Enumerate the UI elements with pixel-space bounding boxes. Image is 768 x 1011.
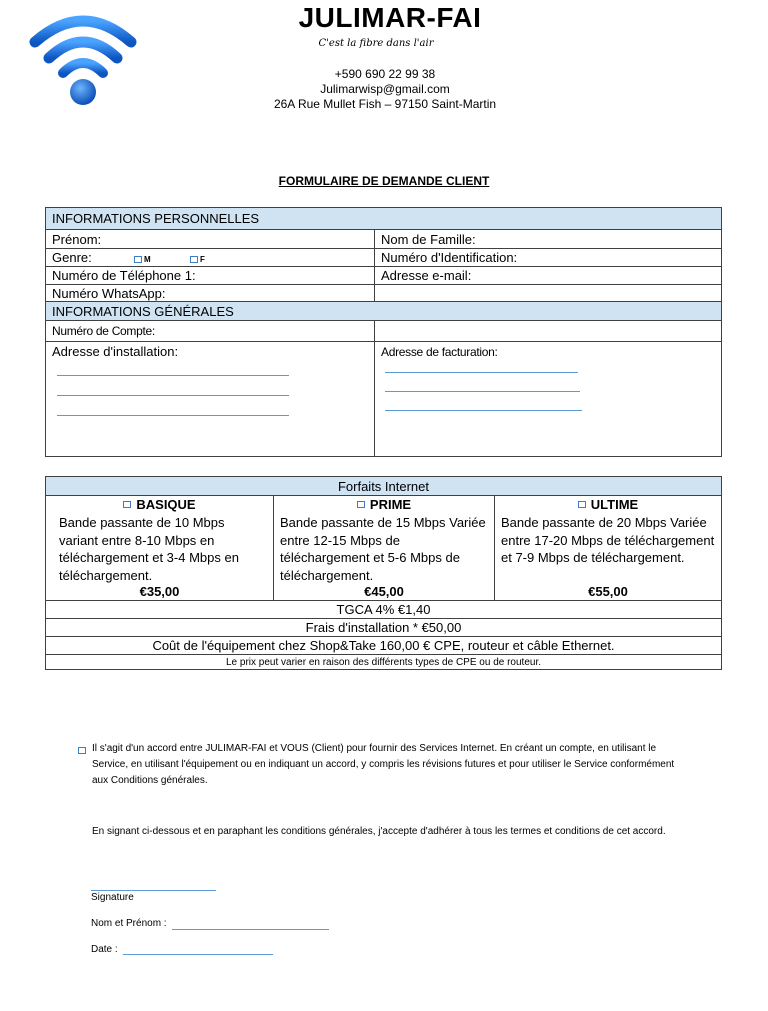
plan-name[interactable] <box>274 497 494 512</box>
table-row <box>46 342 721 456</box>
plan-price: €35,00 <box>139 584 180 599</box>
plan-description: Bande passante de 15 Mbps Variée entre 12-15 Mbps de téléchargement et 5-6 Mbps de téléchargement. <box>280 515 486 583</box>
billing-address-field[interactable] <box>375 342 721 456</box>
install-address-label: Adresse d'installation: <box>52 344 179 359</box>
install-address-field[interactable] <box>46 342 375 456</box>
name-line[interactable] <box>172 929 329 930</box>
section-header-personal <box>46 208 721 230</box>
table-row <box>46 230 721 249</box>
phone-field[interactable]: Numéro de Téléphone 1: <box>46 267 375 284</box>
last-name-field[interactable]: Nom de Famille: <box>381 231 476 247</box>
billing-address-line[interactable] <box>385 372 578 373</box>
billing-address-line[interactable] <box>385 391 580 392</box>
empty-cell <box>375 285 721 301</box>
consent-text: En signant ci-dessous et en paraphant les conditions générales, j'accepte d'adhérer à tous les termes et conditions de cet accord. <box>92 826 666 837</box>
plan-name-label: BASIQUE <box>136 497 196 512</box>
first-name-field[interactable]: Prénom: <box>46 230 375 248</box>
date-label: Date : <box>91 944 118 955</box>
equipment-text: Coût de l'équipement chez Shop&Take 160,00 € CPE, routeur et câble Ethernet. <box>152 638 615 653</box>
billing-address-label: Adresse de facturation: <box>381 345 498 359</box>
table-row <box>46 285 721 302</box>
signature-line[interactable] <box>91 890 216 891</box>
checkbox-icon <box>190 256 198 263</box>
agreement-text: Il s'agit d'un accord entre JULIMAR-FAI et VOUS (Client) pour fournir des Services Internet. En créant un compte, en utilisant le Service, en utilisant l'équipement ou en indiquant un accord, y compris les révisions futures et pour utiliser le Service conformément aux Conditions générales. <box>92 743 675 786</box>
section-title: INFORMATIONS GÉNÉRALES <box>52 303 234 319</box>
plan-name-label: PRIME <box>369 497 412 512</box>
plan-basique <box>46 496 274 600</box>
plan-name-label: ULTIME <box>590 497 639 512</box>
tax-text: TGCA 4% €1,40 <box>336 602 431 617</box>
plan-price: €45,00 <box>364 584 404 599</box>
brand-name: JULIMAR-FAI <box>298 2 482 33</box>
name-label: Nom et Prénom : <box>91 918 167 929</box>
tax-row <box>46 601 721 619</box>
gender-label: Genre: <box>52 250 92 265</box>
install-address-line[interactable] <box>57 375 289 376</box>
plan-ultime <box>495 496 721 600</box>
plans-row <box>46 496 721 601</box>
contact-phone: +590 690 22 99 38 <box>334 67 436 81</box>
accept-terms-checkbox[interactable] <box>78 747 86 754</box>
plans-header <box>46 477 721 496</box>
form-title: FORMULAIRE DE DEMANDE CLIENT <box>278 174 490 188</box>
install-address-line[interactable] <box>57 395 289 396</box>
contact-address: 26A Rue Mullet Fish – 97150 Saint-Martin <box>273 97 497 111</box>
account-number-field[interactable]: Numéro de Compte: <box>46 321 375 341</box>
gender-m-label: M <box>144 255 151 264</box>
whatsapp-field[interactable]: Numéro WhatsApp: <box>46 285 375 301</box>
gender-f-checkbox[interactable] <box>190 255 205 264</box>
equipment-row <box>46 637 721 655</box>
checkbox-icon <box>357 501 365 508</box>
empty-cell <box>375 321 721 341</box>
plan-description: Bande passante de 10 Mbps variant entre 8-10 Mbps en téléchargement et 3-4 Mbps en téléchargement. <box>59 515 239 583</box>
internet-plans-table <box>45 476 722 670</box>
install-address-line[interactable] <box>57 415 289 416</box>
plan-description: Bande passante de 20 Mbps Variée entre 17-20 Mbps de téléchargement et 7-9 Mbps de téléchargement. <box>501 515 715 565</box>
install-fee-text: Frais d'installation * €50,00 <box>305 620 462 635</box>
price-note-row <box>46 655 721 669</box>
client-info-table <box>45 207 722 457</box>
plan-name[interactable] <box>46 497 273 512</box>
billing-address-line[interactable] <box>385 410 582 411</box>
gender-f-label: F <box>200 255 205 264</box>
contact-email: Julimarwisp@gmail.com <box>320 82 450 96</box>
signature-label: Signature <box>91 892 134 903</box>
table-row <box>46 249 721 267</box>
plan-price: €55,00 <box>588 584 628 599</box>
table-row <box>46 321 721 342</box>
section-header-general <box>46 302 721 321</box>
checkbox-icon <box>134 256 142 263</box>
plans-title: Forfaits Internet <box>337 478 430 494</box>
install-fee-row <box>46 619 721 637</box>
tagline: C'est la fibre dans l'air <box>318 38 434 49</box>
id-number-field[interactable]: Numéro d'Identification: <box>381 250 518 265</box>
table-row <box>46 267 721 285</box>
checkbox-icon <box>123 501 131 508</box>
wifi-logo-icon <box>27 8 139 112</box>
date-line[interactable] <box>123 954 273 955</box>
plan-name[interactable] <box>495 497 721 512</box>
gender-field <box>46 249 375 266</box>
checkbox-icon <box>578 501 586 508</box>
gender-m-checkbox[interactable] <box>134 255 151 264</box>
email-field[interactable]: Adresse e-mail: <box>381 268 472 283</box>
plan-prime <box>274 496 495 600</box>
price-note-text: Le prix peut varier en raison des différents types de CPE ou de routeur. <box>226 656 541 668</box>
section-title: INFORMATIONS PERSONNELLES <box>52 211 260 226</box>
